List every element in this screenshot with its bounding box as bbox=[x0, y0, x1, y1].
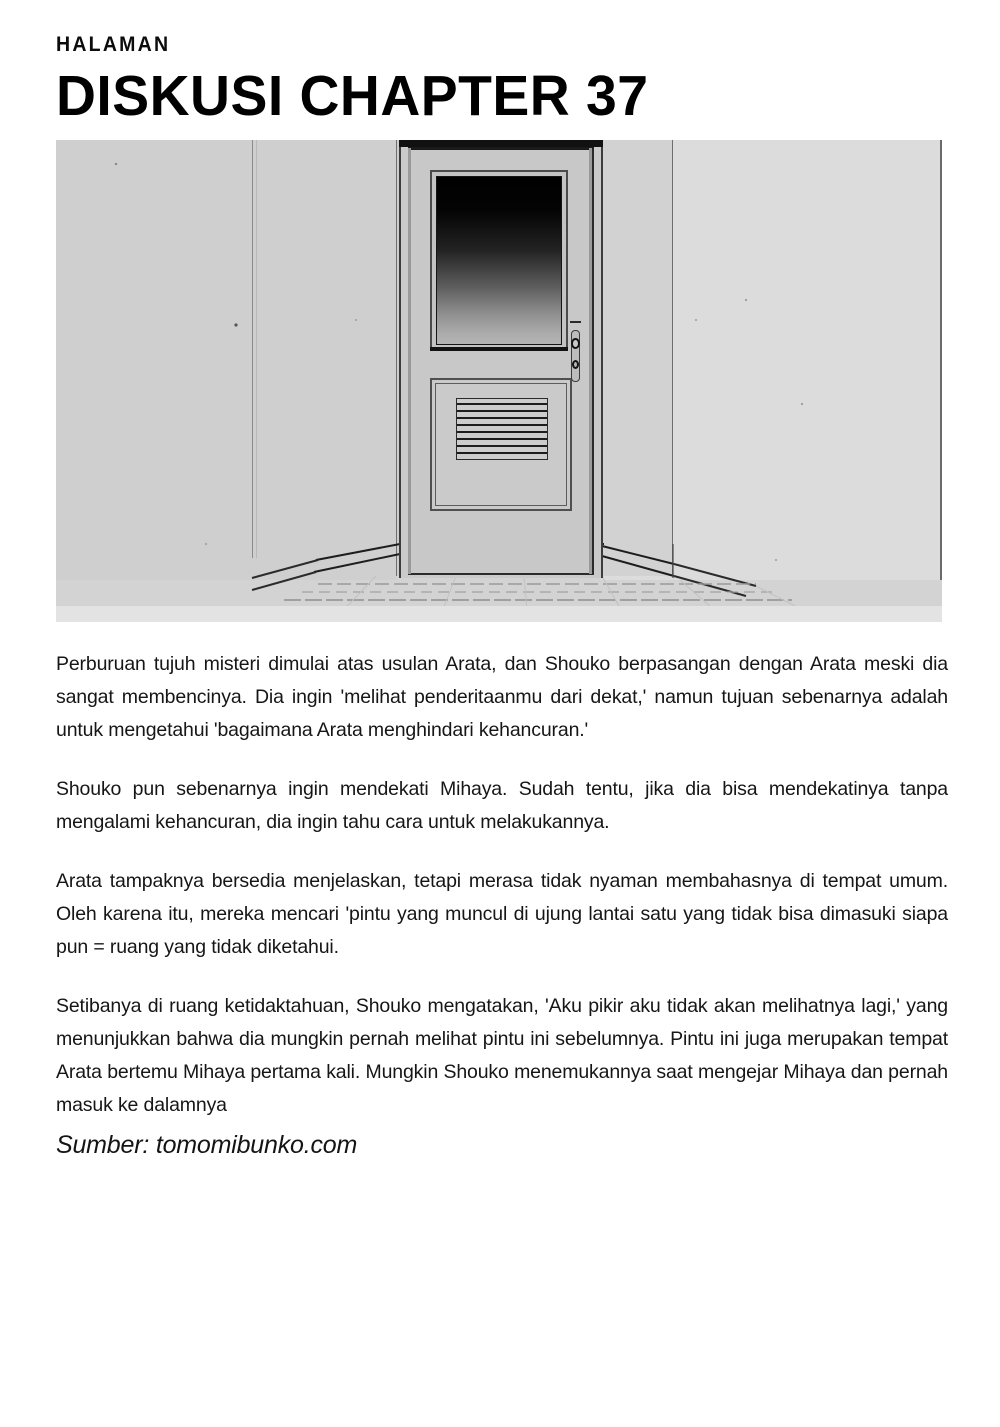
door-window-sill bbox=[430, 347, 568, 351]
article-body bbox=[56, 648, 948, 1122]
door-handle-nick bbox=[570, 321, 581, 323]
door-header-beam bbox=[399, 140, 603, 147]
door-vent-grille bbox=[456, 398, 548, 460]
door-right-stile bbox=[589, 148, 592, 574]
paragraph: Setibanya di ruang ketidaktahuan, Shouko mengatakan, 'Aku pikir aku tidak akan melihatnya lagi,' yang menunjukkan bahwa dia mungkin pernah melihat pintu ini sebelumnya. Pintu ini juga merupakan tempat Arata bertemu Mihaya pertama kali. Mungkin Shouko menemukannya saat mengejar Mihaya dan pernah masuk ke dalamnya bbox=[56, 995, 948, 1116]
door-left-stile bbox=[408, 148, 411, 574]
paragraph: Shouko pun sebenarnya ingin mendekati Mihaya. Sudah tentu, jika dia bisa mendekatinya tanpa mengalami kehancuran, dia ingin tahu cara untuk melakukannya. bbox=[56, 778, 948, 833]
manga-panel-image bbox=[56, 140, 942, 622]
left-wall bbox=[56, 140, 396, 580]
door-window-glass bbox=[436, 176, 562, 345]
page-title: DISKUSI CHAPTER 37 bbox=[56, 64, 649, 128]
page-header bbox=[0, 0, 1000, 128]
kicker-label: HALAMAN bbox=[56, 33, 171, 56]
paragraph: Perburuan tujuh misteri dimulai atas usulan Arata, dan Shouko berpasangan dengan Arata meski dia sangat membencinya. Dia ingin 'melihat penderitaanmu dari dekat,' namun tujuan sebenarnya adalah untuk mengetahui 'bagaimana Arata menghindari kehancuran.' bbox=[56, 653, 948, 741]
paragraph: Arata tampaknya bersedia menjelaskan, tetapi merasa tidak nyaman membahasnya di tempat umum. Oleh karena itu, mereka mencari 'pintu yang muncul di ujung lantai satu yang tidak bisa dimasuki siapa pun = ruang yang tidak diketahui. bbox=[56, 870, 948, 958]
right-wall-return bbox=[601, 140, 673, 576]
floor-foreground-band bbox=[56, 606, 942, 622]
door-keyhole-icon[interactable] bbox=[572, 360, 579, 369]
left-wall-seam bbox=[252, 140, 253, 558]
source-attribution: Sumber: tomomibunko.com bbox=[56, 1131, 358, 1159]
door-handle[interactable] bbox=[569, 330, 582, 382]
door-knob-icon[interactable] bbox=[571, 338, 580, 349]
hallway-door-illustration bbox=[56, 140, 942, 622]
right-wall-corner-seam bbox=[940, 140, 942, 580]
left-wall-seam-highlight bbox=[256, 140, 257, 558]
